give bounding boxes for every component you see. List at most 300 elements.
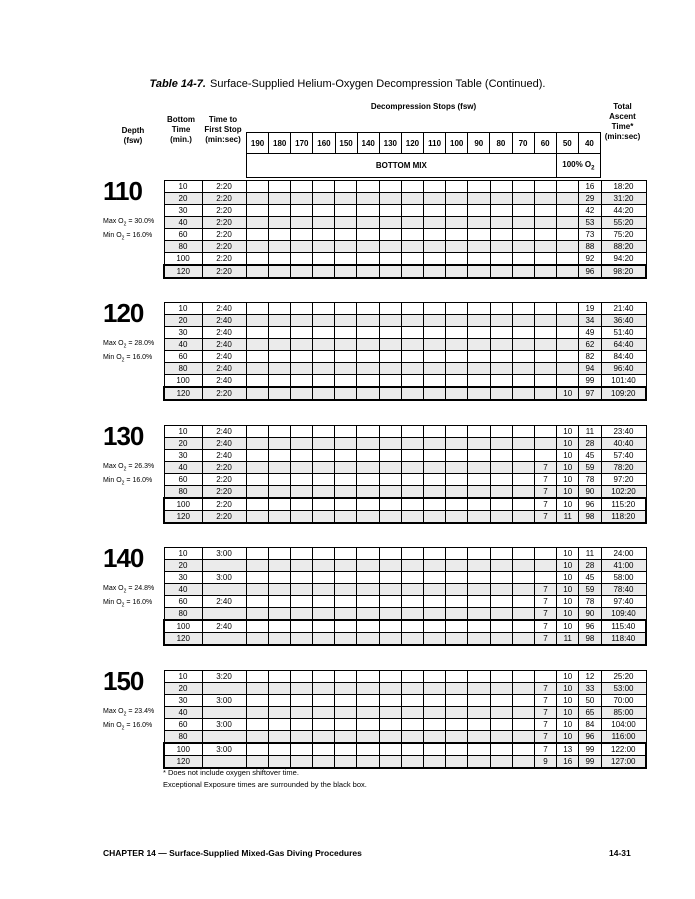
stop-160-cell xyxy=(313,387,335,400)
stop-140-cell xyxy=(357,620,379,633)
min-o2: Min $O_2 = 16.0\%$ xyxy=(103,722,153,732)
bottom-time-cell: 100 xyxy=(164,743,202,756)
stop-110-cell xyxy=(424,608,446,621)
stop-180-cell xyxy=(268,241,290,253)
total-ascent-cell: 118:20 xyxy=(601,511,646,524)
stop-100-cell xyxy=(446,339,468,351)
stop-190-cell xyxy=(246,351,268,363)
table-row xyxy=(164,743,646,756)
stop-140-cell xyxy=(357,205,379,217)
stop-150-cell xyxy=(335,511,357,524)
stop-100-cell xyxy=(446,683,468,695)
stop-depth-170: 170 xyxy=(291,133,313,154)
stop-depth-120: 120 xyxy=(401,133,423,154)
stop-180-cell xyxy=(268,229,290,241)
stop-160-cell xyxy=(313,633,335,646)
stop-170-cell xyxy=(290,265,312,278)
stop-60-cell: 7 xyxy=(534,719,556,731)
stop-60-cell xyxy=(534,363,556,375)
stop-60-cell: 7 xyxy=(534,486,556,499)
stop-190-cell xyxy=(246,450,268,462)
stop-60-cell xyxy=(534,375,556,388)
stop-90-cell xyxy=(468,511,490,524)
stop-80-cell xyxy=(490,620,512,633)
stop-130-cell xyxy=(379,327,401,339)
stop-70-cell xyxy=(512,450,534,462)
stop-110-cell xyxy=(424,217,446,229)
bottom-time-cell: 30 xyxy=(164,572,202,584)
gas-mix-row xyxy=(247,154,601,178)
total-ascent-cell: 44:20 xyxy=(601,205,646,217)
stop-150-cell xyxy=(335,181,357,193)
stop-50-cell: 10 xyxy=(557,695,579,707)
stop-70-cell xyxy=(512,315,534,327)
first-stop-time-cell: 2:40 xyxy=(202,438,246,450)
stop-40-cell: 98 xyxy=(579,633,601,646)
stop-80-cell xyxy=(490,707,512,719)
stop-70-cell xyxy=(512,253,534,266)
stop-190-cell xyxy=(246,620,268,633)
stop-170-cell xyxy=(290,633,312,646)
stop-depth-150: 150 xyxy=(335,133,357,154)
stop-190-cell xyxy=(246,683,268,695)
stop-90-cell xyxy=(468,181,490,193)
stop-100-cell xyxy=(446,375,468,388)
total-ascent-cell: 70:00 xyxy=(601,695,646,707)
stop-130-cell xyxy=(379,548,401,560)
stop-50-cell xyxy=(557,181,579,193)
stop-100-cell xyxy=(446,511,468,524)
stop-40-cell: 65 xyxy=(579,707,601,719)
stop-150-cell xyxy=(335,375,357,388)
stop-100-cell xyxy=(446,181,468,193)
stop-90-cell xyxy=(468,265,490,278)
stop-40-cell: 29 xyxy=(579,193,601,205)
stop-60-cell xyxy=(534,339,556,351)
total-ascent-cell: 116:00 xyxy=(601,731,646,744)
stop-120-cell xyxy=(401,731,423,744)
stop-140-cell xyxy=(357,217,379,229)
stop-190-cell xyxy=(246,719,268,731)
stop-180-cell xyxy=(268,633,290,646)
total-ascent-cell: 115:40 xyxy=(601,620,646,633)
stop-130-cell xyxy=(379,438,401,450)
table-row xyxy=(164,608,646,621)
stop-60-cell: 7 xyxy=(534,731,556,744)
stop-40-cell: 12 xyxy=(579,671,601,683)
total-ascent-cell: 97:20 xyxy=(601,474,646,486)
stop-70-cell xyxy=(512,375,534,388)
oxygen-limits xyxy=(103,338,154,367)
depth-label: 130 xyxy=(103,421,144,451)
stop-160-cell xyxy=(313,572,335,584)
stop-120-cell xyxy=(401,351,423,363)
stop-90-cell xyxy=(468,315,490,327)
stop-50-cell: 10 xyxy=(557,387,579,400)
first-stop-time-cell: 3:20 xyxy=(202,671,246,683)
table-row xyxy=(164,633,646,646)
stop-170-cell xyxy=(290,229,312,241)
total-ascent-cell: 57:40 xyxy=(601,450,646,462)
bottom-time-cell: 30 xyxy=(164,695,202,707)
stop-130-cell xyxy=(379,205,401,217)
stop-170-cell xyxy=(290,181,312,193)
stop-70-cell xyxy=(512,229,534,241)
first-stop-time-cell xyxy=(202,560,246,572)
stop-40-cell: 28 xyxy=(579,438,601,450)
depth-label: 140 xyxy=(103,543,144,573)
stop-190-cell xyxy=(246,205,268,217)
stop-180-cell xyxy=(268,683,290,695)
stop-100-cell xyxy=(446,229,468,241)
stop-70-cell xyxy=(512,719,534,731)
stop-120-cell xyxy=(401,743,423,756)
bottom-time-cell: 10 xyxy=(164,303,202,315)
stop-100-cell xyxy=(446,303,468,315)
stop-60-cell: 7 xyxy=(534,743,556,756)
stop-170-cell xyxy=(290,205,312,217)
stop-110-cell xyxy=(424,584,446,596)
stop-70-cell xyxy=(512,438,534,450)
stop-90-cell xyxy=(468,743,490,756)
stop-160-cell xyxy=(313,438,335,450)
stop-70-cell xyxy=(512,181,534,193)
first-stop-time-cell: 2:20 xyxy=(202,474,246,486)
stop-110-cell xyxy=(424,265,446,278)
stop-60-cell: 7 xyxy=(534,695,556,707)
total-ascent-cell: 53:00 xyxy=(601,683,646,695)
stop-120-cell xyxy=(401,315,423,327)
stop-120-cell xyxy=(401,633,423,646)
stop-150-cell xyxy=(335,217,357,229)
stop-140-cell xyxy=(357,474,379,486)
oxygen-limits xyxy=(103,706,154,735)
stop-180-cell xyxy=(268,462,290,474)
total-ascent-cell: 97:40 xyxy=(601,596,646,608)
bottom-time-cell: 120 xyxy=(164,265,202,278)
stop-150-cell xyxy=(335,253,357,266)
table-row xyxy=(164,707,646,719)
max-o2: Max $O_2 = 30.0\%$ xyxy=(103,218,155,228)
stop-40-cell: 45 xyxy=(579,450,601,462)
stop-130-cell xyxy=(379,671,401,683)
stop-140-cell xyxy=(357,426,379,438)
oxygen-label: 100% $O_2$ xyxy=(556,154,600,178)
stop-50-cell xyxy=(557,303,579,315)
first-stop-time-cell: 3:00 xyxy=(202,743,246,756)
stop-110-cell xyxy=(424,671,446,683)
stop-100-cell xyxy=(446,474,468,486)
stop-90-cell xyxy=(468,205,490,217)
first-stop-time-cell: 2:20 xyxy=(202,387,246,400)
stop-150-cell xyxy=(335,572,357,584)
footer-chapter: CHAPTER 14 — Surface-Supplied Mixed-Gas Diving Procedures xyxy=(103,848,362,858)
stop-190-cell xyxy=(246,498,268,511)
stop-40-cell: 98 xyxy=(579,511,601,524)
stop-80-cell xyxy=(490,608,512,621)
stop-170-cell xyxy=(290,620,312,633)
stop-50-cell: 10 xyxy=(557,462,579,474)
stop-40-cell: 96 xyxy=(579,620,601,633)
total-ascent-cell: 36:40 xyxy=(601,315,646,327)
stop-150-cell xyxy=(335,205,357,217)
stop-140-cell xyxy=(357,548,379,560)
first-stop-time-cell xyxy=(202,584,246,596)
stop-50-cell: 10 xyxy=(557,498,579,511)
stop-80-cell xyxy=(490,633,512,646)
stop-100-cell xyxy=(446,217,468,229)
stop-130-cell xyxy=(379,608,401,621)
total-ascent-cell: 21:40 xyxy=(601,303,646,315)
stop-120-cell xyxy=(401,474,423,486)
stop-100-cell xyxy=(446,743,468,756)
stop-180-cell xyxy=(268,560,290,572)
stop-130-cell xyxy=(379,486,401,499)
stop-40-cell: 90 xyxy=(579,608,601,621)
stop-100-cell xyxy=(446,608,468,621)
first-stop-time-cell: 2:40 xyxy=(202,363,246,375)
stop-140-cell xyxy=(357,608,379,621)
stop-130-cell xyxy=(379,387,401,400)
stop-80-cell xyxy=(490,351,512,363)
stop-160-cell xyxy=(313,474,335,486)
stop-40-cell: 28 xyxy=(579,560,601,572)
max-o2: Max $O_2 = 26.3\%$ xyxy=(103,463,155,473)
stop-160-cell xyxy=(313,450,335,462)
stop-90-cell xyxy=(468,363,490,375)
total-ascent-cell: 96:40 xyxy=(601,363,646,375)
total-ascent-cell: 115:20 xyxy=(601,498,646,511)
stop-70-cell xyxy=(512,363,534,375)
stop-180-cell xyxy=(268,339,290,351)
stop-60-cell xyxy=(534,241,556,253)
stop-70-cell xyxy=(512,560,534,572)
stop-70-cell xyxy=(512,351,534,363)
stop-50-cell: 10 xyxy=(557,426,579,438)
stop-130-cell xyxy=(379,560,401,572)
first-stop-time-cell: 2:40 xyxy=(202,351,246,363)
stop-130-cell xyxy=(379,265,401,278)
bottom-time-cell: 20 xyxy=(164,315,202,327)
total-ascent-cell: 58:00 xyxy=(601,572,646,584)
stop-130-cell xyxy=(379,695,401,707)
stop-90-cell xyxy=(468,253,490,266)
stop-depth-90: 90 xyxy=(468,133,490,154)
bottom-time-cell: 100 xyxy=(164,253,202,266)
total-ascent-cell: 75:20 xyxy=(601,229,646,241)
stop-130-cell xyxy=(379,474,401,486)
stop-50-cell: 10 xyxy=(557,548,579,560)
stop-140-cell xyxy=(357,253,379,266)
schedule-table xyxy=(163,302,647,401)
stop-190-cell xyxy=(246,584,268,596)
stop-90-cell xyxy=(468,426,490,438)
total-ascent-cell: 78:40 xyxy=(601,584,646,596)
header-decompression-stops: Decompression Stops (fsw) xyxy=(370,102,477,111)
stop-140-cell xyxy=(357,731,379,744)
bottom-time-cell: 60 xyxy=(164,474,202,486)
stop-130-cell xyxy=(379,193,401,205)
stop-180-cell xyxy=(268,620,290,633)
stop-50-cell xyxy=(557,217,579,229)
stop-150-cell xyxy=(335,315,357,327)
stop-100-cell xyxy=(446,707,468,719)
header-time-first-stop: Time to First Stop (min:sec) xyxy=(204,115,242,144)
bottom-time-cell: 120 xyxy=(164,387,202,400)
stop-130-cell xyxy=(379,253,401,266)
stop-80-cell xyxy=(490,743,512,756)
stop-100-cell xyxy=(446,253,468,266)
stop-140-cell xyxy=(357,633,379,646)
stop-160-cell xyxy=(313,315,335,327)
stop-80-cell xyxy=(490,426,512,438)
first-stop-time-cell: 2:20 xyxy=(202,498,246,511)
stop-130-cell xyxy=(379,633,401,646)
total-ascent-cell: 85:00 xyxy=(601,707,646,719)
total-ascent-cell: 84:40 xyxy=(601,351,646,363)
stop-180-cell xyxy=(268,193,290,205)
stop-60-cell: 9 xyxy=(534,756,556,769)
stop-60-cell xyxy=(534,265,556,278)
stop-90-cell xyxy=(468,620,490,633)
stop-40-cell: 90 xyxy=(579,486,601,499)
stop-50-cell: 13 xyxy=(557,743,579,756)
bottom-time-cell: 120 xyxy=(164,633,202,646)
stop-160-cell xyxy=(313,351,335,363)
first-stop-time-cell: 2:40 xyxy=(202,620,246,633)
stop-130-cell xyxy=(379,572,401,584)
stop-160-cell xyxy=(313,339,335,351)
stop-140-cell xyxy=(357,387,379,400)
stop-170-cell xyxy=(290,511,312,524)
first-stop-time-cell: 3:00 xyxy=(202,548,246,560)
stop-120-cell xyxy=(401,450,423,462)
stop-160-cell xyxy=(313,498,335,511)
stop-120-cell xyxy=(401,608,423,621)
stop-190-cell xyxy=(246,339,268,351)
footer-page-number: 14-31 xyxy=(609,848,631,858)
stop-160-cell xyxy=(313,229,335,241)
stop-70-cell xyxy=(512,327,534,339)
stop-100-cell xyxy=(446,560,468,572)
stop-60-cell: 7 xyxy=(534,620,556,633)
stop-90-cell xyxy=(468,608,490,621)
stop-110-cell xyxy=(424,327,446,339)
stop-80-cell xyxy=(490,265,512,278)
stop-70-cell xyxy=(512,683,534,695)
stop-40-cell: 78 xyxy=(579,474,601,486)
stop-150-cell xyxy=(335,339,357,351)
stop-90-cell xyxy=(468,671,490,683)
stop-70-cell xyxy=(512,511,534,524)
stop-170-cell xyxy=(290,462,312,474)
first-stop-time-cell: 2:20 xyxy=(202,241,246,253)
stop-80-cell xyxy=(490,181,512,193)
stop-110-cell xyxy=(424,695,446,707)
table-row xyxy=(164,695,646,707)
stop-100-cell xyxy=(446,572,468,584)
stop-depth-160: 160 xyxy=(313,133,335,154)
stop-90-cell xyxy=(468,560,490,572)
stop-160-cell xyxy=(313,683,335,695)
stop-140-cell xyxy=(357,486,379,499)
bottom-time-cell: 100 xyxy=(164,620,202,633)
stop-120-cell xyxy=(401,572,423,584)
stop-150-cell xyxy=(335,707,357,719)
total-ascent-cell: 40:40 xyxy=(601,438,646,450)
stop-130-cell xyxy=(379,363,401,375)
stop-90-cell xyxy=(468,375,490,388)
stop-160-cell xyxy=(313,375,335,388)
stop-120-cell xyxy=(401,241,423,253)
stop-60-cell xyxy=(534,181,556,193)
stop-80-cell xyxy=(490,253,512,266)
stop-110-cell xyxy=(424,486,446,499)
stop-90-cell xyxy=(468,633,490,646)
stop-140-cell xyxy=(357,462,379,474)
stop-50-cell xyxy=(557,339,579,351)
table-row xyxy=(164,584,646,596)
total-ascent-cell: 109:40 xyxy=(601,608,646,621)
stop-90-cell xyxy=(468,707,490,719)
stop-110-cell xyxy=(424,438,446,450)
stop-80-cell xyxy=(490,560,512,572)
stop-180-cell xyxy=(268,387,290,400)
stop-140-cell xyxy=(357,241,379,253)
stop-180-cell xyxy=(268,205,290,217)
stop-70-cell xyxy=(512,486,534,499)
stop-140-cell xyxy=(357,265,379,278)
table-row xyxy=(164,486,646,499)
stop-170-cell xyxy=(290,351,312,363)
first-stop-time-cell: 2:20 xyxy=(202,181,246,193)
stop-110-cell xyxy=(424,743,446,756)
stop-100-cell xyxy=(446,671,468,683)
stop-190-cell xyxy=(246,560,268,572)
stop-100-cell xyxy=(446,315,468,327)
stop-120-cell xyxy=(401,339,423,351)
stop-150-cell xyxy=(335,498,357,511)
table-row xyxy=(164,438,646,450)
stop-depth-130: 130 xyxy=(379,133,401,154)
stop-170-cell xyxy=(290,683,312,695)
stop-40-cell: 11 xyxy=(579,548,601,560)
stop-depth-row xyxy=(247,133,601,154)
stop-140-cell xyxy=(357,572,379,584)
stop-120-cell xyxy=(401,695,423,707)
stop-150-cell xyxy=(335,633,357,646)
bottom-time-cell: 30 xyxy=(164,450,202,462)
stop-150-cell xyxy=(335,363,357,375)
total-ascent-cell: 41:00 xyxy=(601,560,646,572)
stop-60-cell: 7 xyxy=(534,498,556,511)
stop-80-cell xyxy=(490,375,512,388)
total-ascent-cell: 101:40 xyxy=(601,375,646,388)
table-row xyxy=(164,351,646,363)
stop-60-cell: 7 xyxy=(534,633,556,646)
stop-190-cell xyxy=(246,303,268,315)
stop-150-cell xyxy=(335,620,357,633)
stop-130-cell xyxy=(379,351,401,363)
stop-depth-70: 70 xyxy=(512,133,534,154)
stop-50-cell: 10 xyxy=(557,486,579,499)
bottom-time-cell: 30 xyxy=(164,205,202,217)
stop-170-cell xyxy=(290,450,312,462)
stop-150-cell xyxy=(335,327,357,339)
stop-170-cell xyxy=(290,608,312,621)
stop-120-cell xyxy=(401,560,423,572)
stop-190-cell xyxy=(246,217,268,229)
